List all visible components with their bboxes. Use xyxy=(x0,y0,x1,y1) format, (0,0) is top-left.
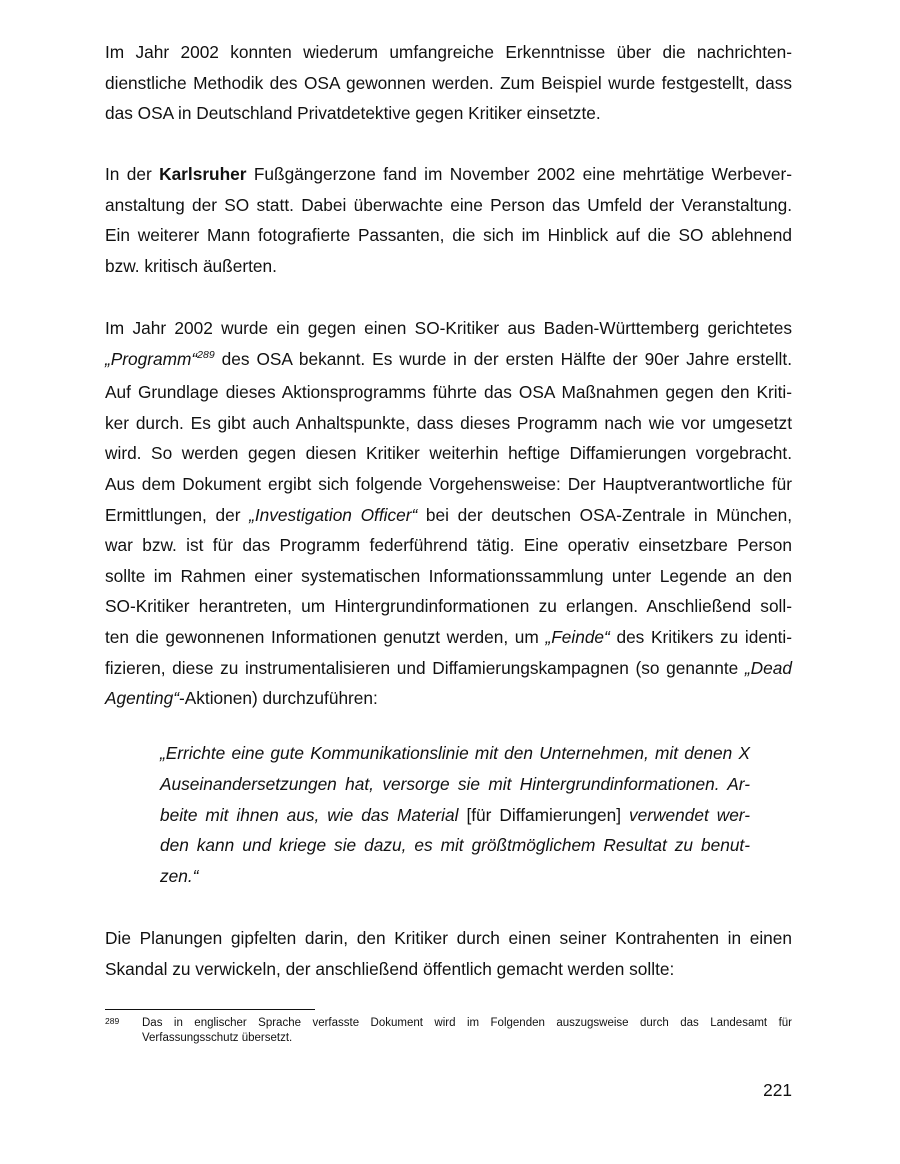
text-line: Ein weiterer Mann fotografierte Passanten, die sich im Hinblick auf die SO ablehnend xyxy=(105,225,792,246)
text-line: In der Karlsruher Fußgängerzone fand im November 2002 eine mehrtätige Werbever- xyxy=(105,164,792,184)
text-line: war bzw. ist für das Programm federführend tätig. Eine operativ einsetzbare Person xyxy=(105,535,792,556)
quote-line: zen.“ xyxy=(160,866,199,887)
block-quote xyxy=(160,738,750,892)
text-line: ten die gewonnenen Informationen genutzt werden, um „Feinde“ des Kritikers zu identi- xyxy=(105,626,792,647)
footnote xyxy=(105,1016,792,1047)
paragraph-2 xyxy=(105,159,792,281)
footnote-reference[interactable]: 289 xyxy=(197,348,215,361)
text-line: Skandal zu verwickeln, der anschließend öffentlich gemacht werden sollte: xyxy=(105,958,675,979)
text-line: Im Jahr 2002 wurde ein gegen einen SO-Kritiker aus Baden-Württemberg gerichtetes xyxy=(105,318,792,338)
text-line: SO-Kritiker herantreten, um Hintergrundinformationen zu erlangen. Anschließend soll- xyxy=(105,596,792,617)
text-line: das OSA in Deutschland Privatdetektive gegen Kritiker einsetzte. xyxy=(105,103,601,124)
text-line: wird. So werden gegen diesen Kritiker weiterhin heftige Diffamierungen vorgebracht. xyxy=(105,443,792,464)
quote-line: den kann und kriege sie dazu, es mit größtmöglichem Resultat zu benut- xyxy=(160,835,750,856)
paragraph-4 xyxy=(105,923,792,984)
footnote-text: Das in englischer Sprache verfasste Dokument wird im Folgenden auszugsweise durch das Landesamt für Verfassungsschutz übersetzt. xyxy=(142,1017,792,1045)
text-line: Aus dem Dokument ergibt sich folgende Vorgehensweise: Der Hauptverantwortliche für xyxy=(105,473,792,494)
text-line: ker durch. Es gibt auch Anhaltspunkte, dass dieses Programm nach wie vor umgesetzt xyxy=(105,412,792,433)
text-line: fizieren, diese zu instrumentalisieren und Diffamierungskampagnen (so genannte „Dead xyxy=(105,657,792,678)
footnote-divider xyxy=(105,1009,315,1010)
quote-line: Auseinandersetzungen hat, versorge sie mit Hintergrundinformationen. Ar- xyxy=(160,773,750,794)
paragraph-3 xyxy=(105,313,792,714)
text-line: Ermittlungen, der „Investigation Officer“ bei der deutschen OSA-Zentrale in München, xyxy=(105,504,792,525)
footnote-number: 289 xyxy=(105,1016,120,1026)
paragraph-1 xyxy=(105,37,792,129)
quote-line: „Errichte eine gute Kommunikationslinie mit den Unternehmen, mit denen X xyxy=(160,743,750,763)
text-line: „Programm“$^{289}$ des OSA bekannt. Es wurde in der ersten Hälfte der 90er Jahre erstellt. xyxy=(105,348,792,369)
text-line: dienstliche Methodik des OSA gewonnen werden. Zum Beispiel wurde festgestellt, dass xyxy=(105,72,792,93)
text-line: bzw. kritisch äußerten. xyxy=(105,255,277,276)
text-line: Agenting“-Aktionen) durchzuführen: xyxy=(105,688,378,709)
page-number: 221 xyxy=(763,1080,792,1100)
quote-line: beite mit ihnen aus, wie das Material [für Diffamierungen] verwendet wer- xyxy=(160,804,751,825)
text-line: anstaltung der SO statt. Dabei überwachte eine Person das Umfeld der Veranstaltung. xyxy=(105,194,792,215)
text-line: Auf Grundlage dieses Aktionsprogramms führte das OSA Maßnahmen gegen den Kriti- xyxy=(105,382,792,403)
text-line: sollte im Rahmen einer systematischen Informationssammlung unter Legende an den xyxy=(105,565,792,586)
bold-term: Karlsruher xyxy=(159,164,247,184)
text-line: Im Jahr 2002 konnten wiederum umfangreiche Erkenntnisse über die nachrichten- xyxy=(105,42,792,62)
text-line: Die Planungen gipfelten darin, den Kritiker durch einen seiner Kontrahenten in einen xyxy=(105,928,792,948)
